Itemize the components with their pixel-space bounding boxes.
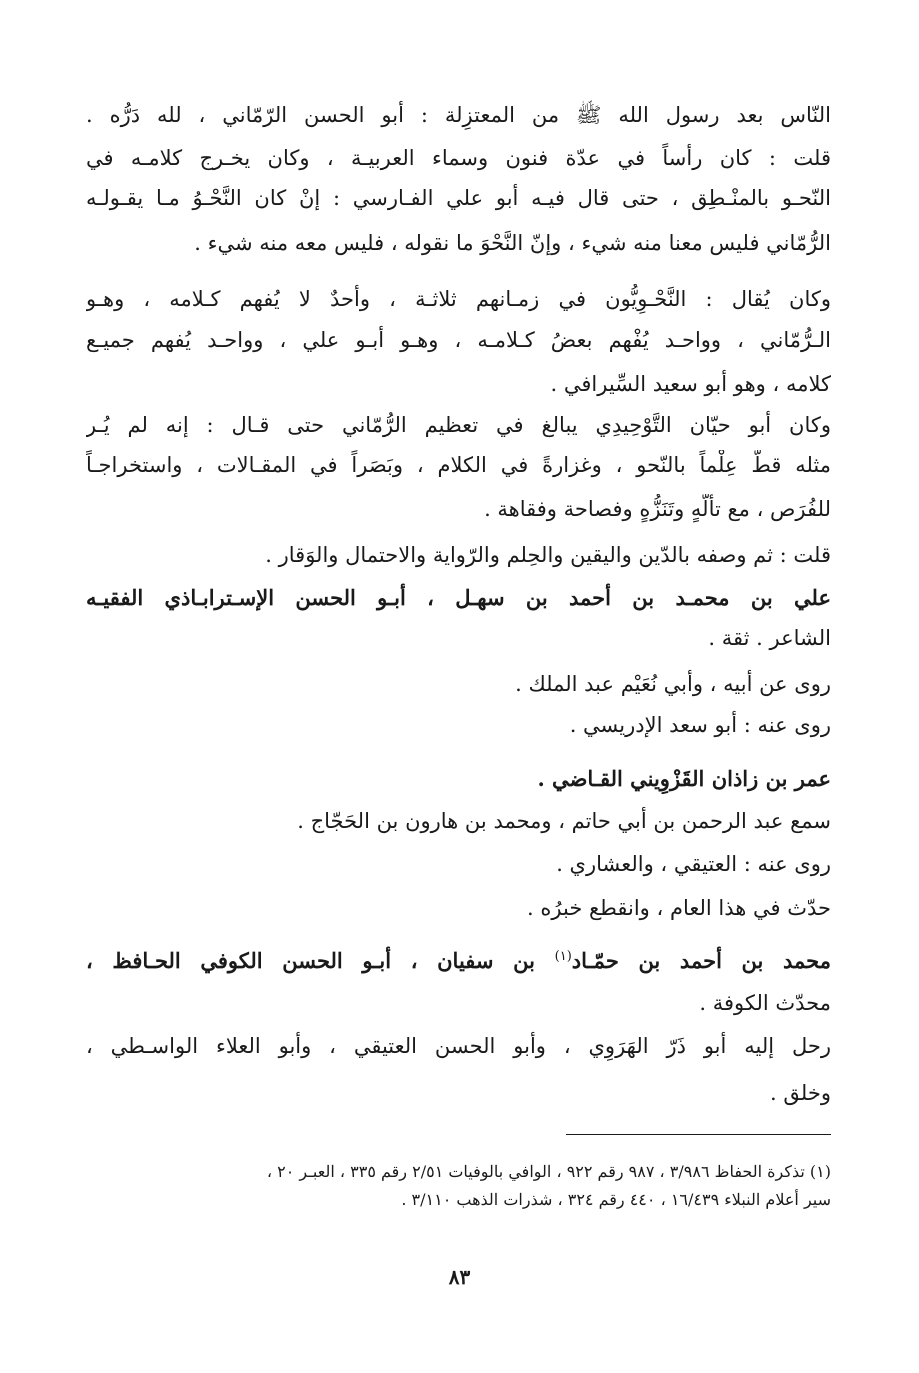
page-number: ٨٣ bbox=[448, 1265, 471, 1289]
entry-heading: عمر بن زاذان القَزْوِيني القـاضي . bbox=[537, 766, 831, 791]
text-line: حدّث في هذا العام ، وانقطع خبرُه . bbox=[527, 896, 831, 920]
text-line: الرُّمّاني فليس معنا منه شيء ، وإنّ النَّحْوَ ما نقوله ، فليس معه منه شيء . bbox=[194, 231, 831, 255]
footnote-line: (١) تذكرة الحفاظ ٣/٩٨٦ ، ٩٨٧ رقم ٩٢٢ ، الوافي بالوفيات ٢/٥١ رقم ٣٣٥ ، العبـر ٢٠ ، bbox=[266, 1162, 831, 1181]
text-line: الـرُّمّاني ، وواحـد يُفْهم بعضُ كـلامـه ، وهـو أبـو علي ، وواحـد يُفهم جميـع bbox=[86, 328, 831, 352]
text-line: الشاعر . ثقة . bbox=[708, 626, 831, 650]
footnote-separator bbox=[566, 1134, 831, 1135]
text-line: روى عنه : أبو سعد الإدريسي . bbox=[569, 713, 831, 737]
text-line: كلامه ، وهو أبو سعيد السِّيرافي . bbox=[550, 372, 831, 396]
footnote-marker: (١) bbox=[554, 949, 572, 964]
text-line: روى عنه : العتيقي ، والعشاري . bbox=[556, 852, 831, 876]
text-line: روى عن أبيه ، وأبي نُعَيْم عبد الملك . bbox=[515, 672, 831, 696]
text-line: قلت : كان رأساً في عدّة فنون وسماء العربيـة ، وكان يخـرج كلامـه في bbox=[86, 146, 831, 170]
text-line: رحل إليه أبو ذَرّ الهَرَوِي ، وأبو الحسن العتيقي ، وأبو العلاء الواسـطي ، bbox=[86, 1034, 831, 1058]
footnote-line: سير أعلام النبلاء ١٦/٤٣٩ ، ٤٤٠ رقم ٣٢٤ ، شذرات الذهب ٣/١١٠ . bbox=[401, 1190, 831, 1209]
text-line: للفُرَص ، مع تألُّهٍ وتَنَزُّهٍ وفصاحة وفقاهة . bbox=[484, 497, 831, 521]
text-line: وخلق . bbox=[770, 1081, 831, 1105]
text-line: قلت : ثم وصفه بالدّين واليقين والحِلم والرّواية والاحتمال والوَقار . bbox=[265, 543, 831, 567]
text-line: وكان أبو حيّان التَّوْحِيدِي يبالغ في تعظيم الرُّمّاني حتى قـال : إنه لم يُـر bbox=[86, 413, 831, 437]
entry-heading: علي بن محمـد بن أحمد بن سهـل ، أبـو الحسن الإسـترابـاذي الفقيـه bbox=[86, 585, 831, 610]
text-line: محدّث الكوفة . bbox=[699, 991, 831, 1015]
text-line: سمع عبد الرحمن بن أبي حاتم ، ومحمد بن هارون بن الحَجّاج . bbox=[297, 809, 831, 833]
entry-heading-line: محمد بن أحمد بن حمّـاد$^{(١)}$ بن سفيان ، أبـو الحسن الكوفي الحـافظ ، bbox=[86, 948, 831, 973]
text-line: النّحـو بالمنْـطِق ، حتى قال فيـه أبو علي الفـارسي : إنْ كان النَّحْـوُ مـا يقـولـه bbox=[86, 186, 831, 210]
text-line: النّاس بعد رسول الله ﷺ من المعتزِلة : أبو الحسن الرّمّاني ، لله دَرُّه . bbox=[86, 103, 831, 127]
text-line: وكان يُقال : النَّحْـوِيُّون في زمـانهم ثلاثـة ، وأحدٌ لا يُفهم كـلامه ، وهـو bbox=[86, 287, 831, 311]
text-line: مثله قطّ عِلْماً بالنّحو ، وغزارةً في الكلام ، وبَصَراً في المقـالات ، واستخراجـاً bbox=[86, 453, 831, 477]
